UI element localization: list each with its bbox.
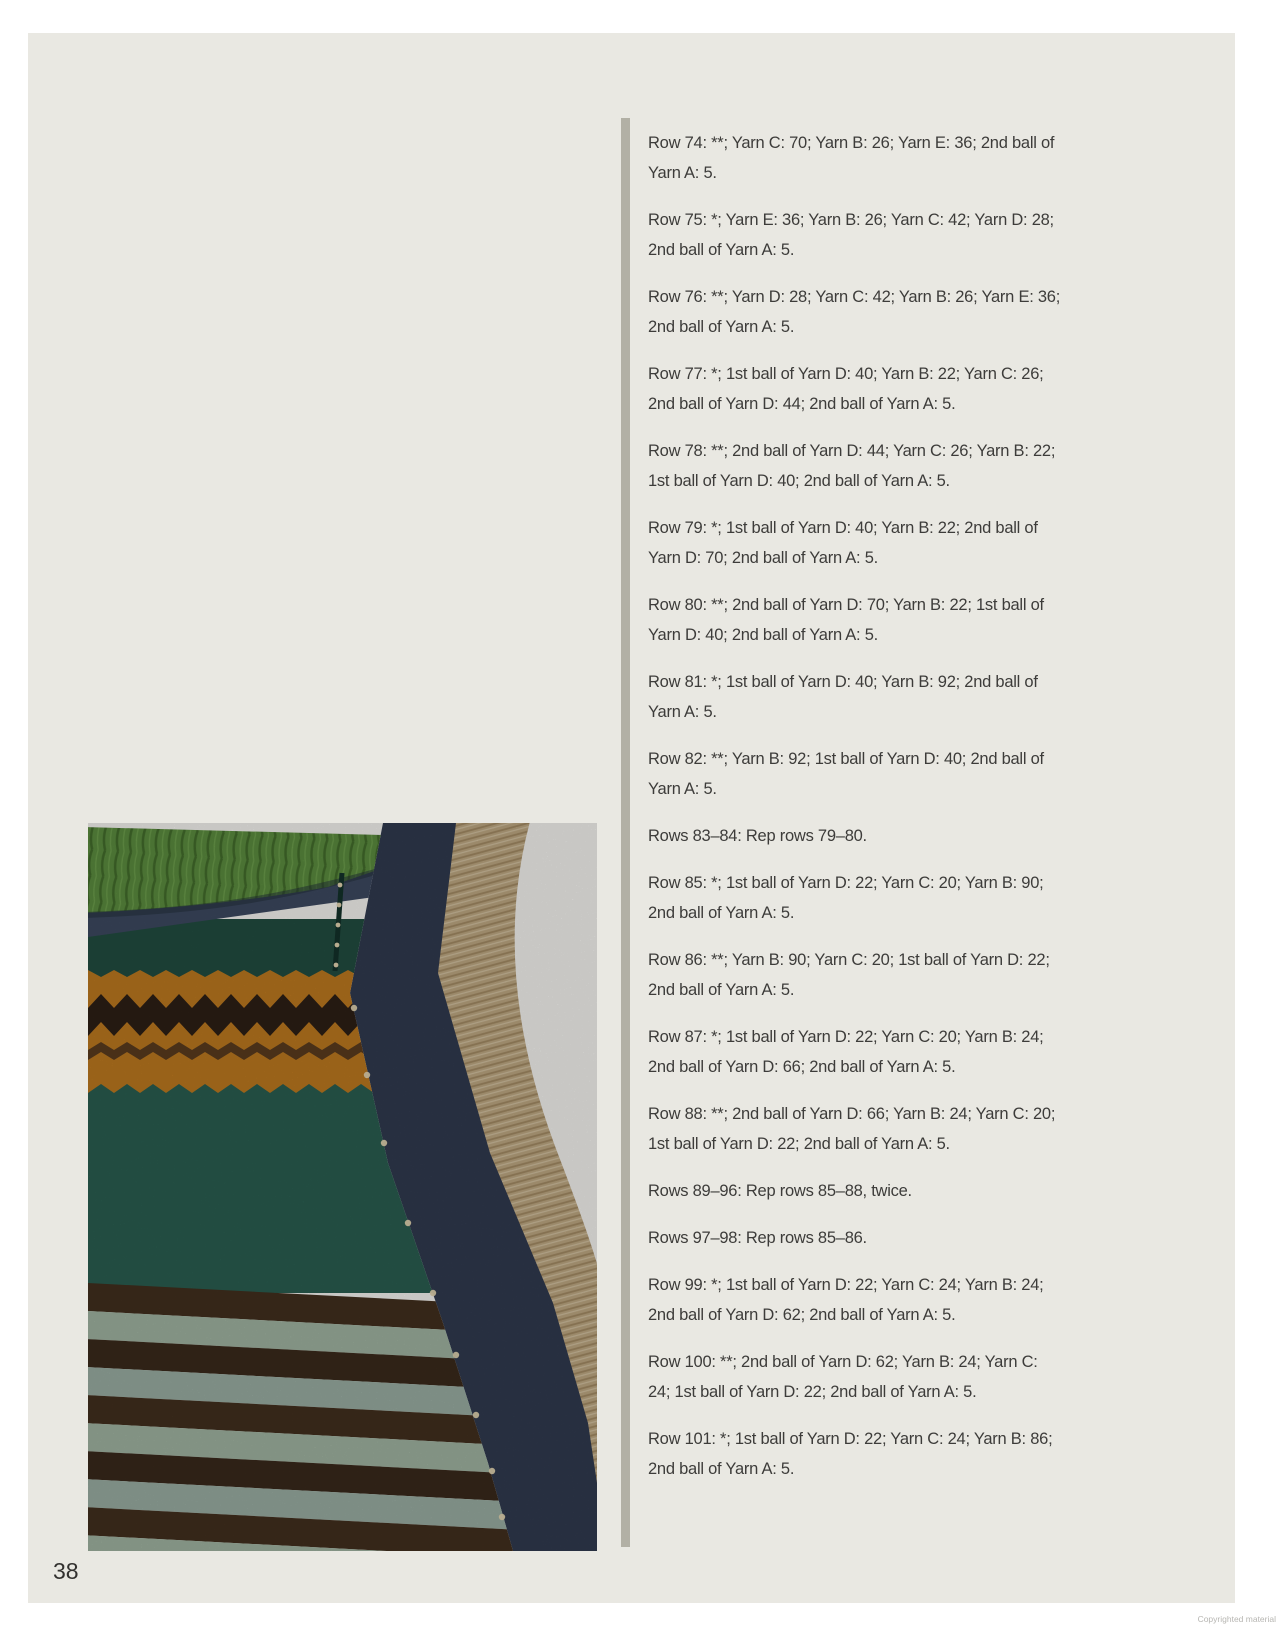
instruction-paragraph xyxy=(648,744,1208,804)
instruction-list xyxy=(648,128,1208,1501)
instruction-paragraph xyxy=(648,868,1208,928)
column-divider-rule xyxy=(621,118,630,1547)
instruction-paragraph xyxy=(648,1022,1208,1082)
instruction-line: 2nd ball of Yarn A: 5. xyxy=(648,904,795,922)
instruction-line: 2nd ball of Yarn A: 5. xyxy=(648,241,795,259)
instruction-line: 2nd ball of Yarn A: 5. xyxy=(648,1460,795,1478)
page-number: 38 xyxy=(53,1558,79,1584)
instruction-line: Rows 89–96: Rep rows 85–88, twice. xyxy=(648,1182,912,1200)
instruction-line: Row 76: **; Yarn D: 28; Yarn C: 42; Yarn B: 26; Yarn E: 36; xyxy=(648,288,1061,306)
instruction-paragraph xyxy=(648,1270,1208,1330)
instruction-paragraph xyxy=(648,1099,1208,1159)
instruction-line: Yarn D: 40; 2nd ball of Yarn A: 5. xyxy=(648,626,878,644)
instruction-paragraph xyxy=(648,1176,1208,1206)
instruction-line: 2nd ball of Yarn A: 5. xyxy=(648,318,795,336)
instruction-paragraph xyxy=(648,1347,1208,1407)
instruction-line: Row 85: *; 1st ball of Yarn D: 22; Yarn C: 20; Yarn B: 90; xyxy=(648,874,1044,892)
instruction-line: Row 87: *; 1st ball of Yarn D: 22; Yarn C: 20; Yarn B: 24; xyxy=(648,1028,1044,1046)
instruction-line: 2nd ball of Yarn D: 44; 2nd ball of Yarn A: 5. xyxy=(648,395,956,413)
instruction-paragraph xyxy=(648,128,1208,188)
instruction-line: Row 100: **; 2nd ball of Yarn D: 62; Yarn B: 24; Yarn C: xyxy=(648,1353,1038,1371)
instruction-paragraph xyxy=(648,282,1208,342)
instruction-paragraph xyxy=(648,1424,1208,1484)
instruction-line: 1st ball of Yarn D: 22; 2nd ball of Yarn A: 5. xyxy=(648,1135,950,1153)
knitted-fabric-illustration xyxy=(88,823,597,1551)
instruction-line: 2nd ball of Yarn A: 5. xyxy=(648,981,795,999)
instruction-line: Row 74: **; Yarn C: 70; Yarn B: 26; Yarn E: 36; 2nd ball of xyxy=(648,134,1055,152)
instruction-line: Row 77: *; 1st ball of Yarn D: 40; Yarn B: 22; Yarn C: 26; xyxy=(648,365,1044,383)
instruction-line: 2nd ball of Yarn D: 66; 2nd ball of Yarn A: 5. xyxy=(648,1058,956,1076)
page xyxy=(28,33,1235,1603)
instruction-line: Row 82: **; Yarn B: 92; 1st ball of Yarn D: 40; 2nd ball of xyxy=(648,750,1044,768)
instruction-paragraph xyxy=(648,667,1208,727)
instruction-line: Row 99: *; 1st ball of Yarn D: 22; Yarn C: 24; Yarn B: 24; xyxy=(648,1276,1044,1294)
instruction-line: Row 101: *; 1st ball of Yarn D: 22; Yarn C: 24; Yarn B: 86; xyxy=(648,1430,1053,1448)
copyright-note: Copyrighted material xyxy=(1197,1614,1276,1624)
instruction-line: 24; 1st ball of Yarn D: 22; 2nd ball of Yarn A: 5. xyxy=(648,1383,977,1401)
instruction-line: Rows 83–84: Rep rows 79–80. xyxy=(648,827,867,845)
instruction-line: Row 81: *; 1st ball of Yarn D: 40; Yarn B: 92; 2nd ball of xyxy=(648,673,1038,691)
instruction-line: Yarn A: 5. xyxy=(648,780,717,798)
instruction-paragraph xyxy=(648,205,1208,265)
instruction-line: Yarn A: 5. xyxy=(648,703,717,721)
instruction-line: Rows 97–98: Rep rows 85–86. xyxy=(648,1229,867,1247)
instruction-line: Row 75: *; Yarn E: 36; Yarn B: 26; Yarn C: 42; Yarn D: 28; xyxy=(648,211,1054,229)
instruction-line: 1st ball of Yarn D: 40; 2nd ball of Yarn A: 5. xyxy=(648,472,950,490)
instruction-line: Row 79: *; 1st ball of Yarn D: 40; Yarn B: 22; 2nd ball of xyxy=(648,519,1038,537)
instruction-line: 2nd ball of Yarn D: 62; 2nd ball of Yarn A: 5. xyxy=(648,1306,956,1324)
instruction-paragraph xyxy=(648,513,1208,573)
instruction-line: Yarn A: 5. xyxy=(648,164,717,182)
instruction-paragraph xyxy=(648,590,1208,650)
instruction-paragraph xyxy=(648,436,1208,496)
instruction-line: Yarn D: 70; 2nd ball of Yarn A: 5. xyxy=(648,549,878,567)
instruction-line: Row 78: **; 2nd ball of Yarn D: 44; Yarn C: 26; Yarn B: 22; xyxy=(648,442,1056,460)
instruction-line: Row 80: **; 2nd ball of Yarn D: 70; Yarn B: 22; 1st ball of xyxy=(648,596,1044,614)
instruction-line: Row 88: **; 2nd ball of Yarn D: 66; Yarn B: 24; Yarn C: 20; xyxy=(648,1105,1056,1123)
instruction-paragraph xyxy=(648,821,1208,851)
instruction-paragraph xyxy=(648,945,1208,1005)
knitted-fabric-photo xyxy=(88,823,597,1551)
instruction-line: Row 86: **; Yarn B: 90; Yarn C: 20; 1st ball of Yarn D: 22; xyxy=(648,951,1050,969)
instruction-paragraph xyxy=(648,1223,1208,1253)
instruction-paragraph xyxy=(648,359,1208,419)
